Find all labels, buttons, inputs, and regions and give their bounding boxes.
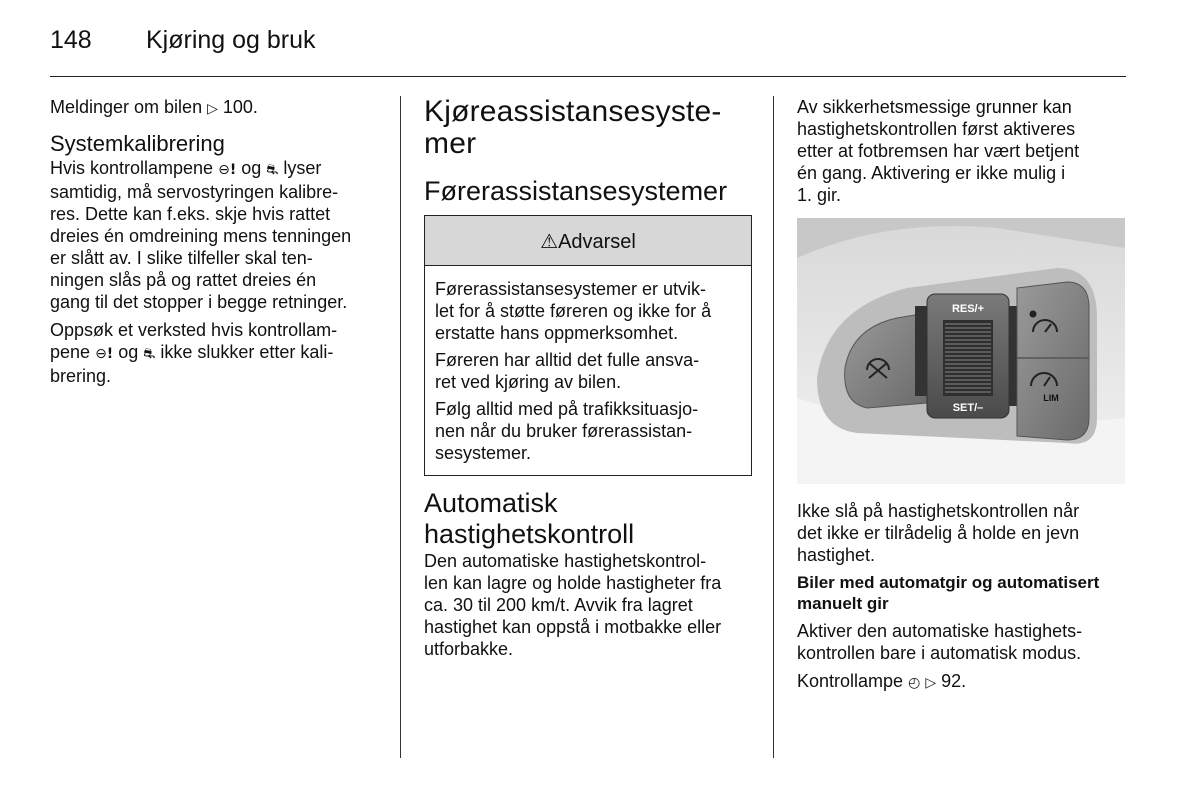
column-divider <box>773 96 774 758</box>
paragraph: Av sikkerhetsmessige grunner kan hastighetskontrollen først aktiveres etter at fotbremsen har vært betjent én gang. Aktivering er ikke mulig i 1. gir. <box>797 97 1080 205</box>
paragraph: Ikke slå på hastighetskontrollen når det ikke er tilrådelig å holde en jevn hastighet. <box>797 501 1080 565</box>
warning-title: Advarsel <box>558 231 636 253</box>
warning-paragraph: Førerassistansesystemer er utvik- let for å støtte føreren og ikke for å erstatte hans oppmerksomhet. <box>435 279 712 343</box>
bold-subheading: Biler med automatgir og automatisert manuelt gir <box>797 573 1100 613</box>
roller-switch <box>943 320 993 396</box>
intro-line: Meldinger om bilen ▷ 100. <box>50 97 258 117</box>
skid-control-icon: ⛐ <box>266 162 279 178</box>
paragraph: Aktiver den automatiske hastighets- kontrollen bare i automatisk modus. <box>797 621 1083 663</box>
paragraph: Oppsøk et verksted hvis kontrollam- pene ⊖! og ⛐ ikke slukker etter kali- brering. <box>50 320 338 386</box>
column-right <box>797 96 1127 694</box>
section-title: Systemkalibrering <box>50 131 225 156</box>
page-number: 148 <box>50 26 92 54</box>
warning-triangle-icon: ⚠ <box>540 229 559 253</box>
reference-arrow-icon: ▷ <box>207 101 218 117</box>
page-reference: 100. <box>222 97 258 117</box>
warning-body <box>425 266 751 475</box>
lim-label: LIM <box>1043 393 1059 403</box>
res-label: RES/+ <box>951 303 985 315</box>
reference-arrow-icon: ▷ <box>925 675 937 691</box>
steering-wheel-warning-icon: ⊖! <box>95 346 114 362</box>
page-reference: 92. <box>941 671 967 691</box>
section-title: Automatisk hastighetskontroll <box>424 488 635 549</box>
warning-paragraph: Føreren har alltid det fulle ansva- ret ved kjøring av bilen. <box>435 350 700 392</box>
column-middle <box>424 96 752 660</box>
steering-wheel-controls-illustration <box>797 218 1125 484</box>
paragraph: Den automatiske hastighetskontrol- len kan lagre og holde hastigheter fra ca. 30 til 200 km/t. Avvik fra lagret hastighet kan oppstå i motbakke eller utforbakke. <box>424 551 722 659</box>
set-label: SET/– <box>952 402 984 414</box>
column-left <box>50 96 382 387</box>
steering-wheel-warning-icon: ⊖! <box>218 162 237 178</box>
paragraph: Hvis kontrollampene ⊖! og ⛐ lyser samtidig, må servostyringen kalibre- res. Dette kan f.eks. skje hvis rattet dreies én omdreining mens tenningen er slått av. I slike tilfeller skal ten- ningen slås på og rattet dreies én gang til det stopper i begge retninger. <box>50 158 352 312</box>
warning-box <box>424 215 752 476</box>
main-title: Kjøreassistansesyste- mer <box>424 95 722 160</box>
chapter-title: Kjøring og bruk <box>146 26 316 54</box>
steering-wheel-controls-illustration <box>797 218 1125 484</box>
page-header <box>50 24 1126 77</box>
warning-header <box>425 216 751 266</box>
lamp-reference-line: Kontrollampe ◴ ▷ 92. <box>797 671 967 691</box>
warning-paragraph: Følg alltid med på trafikksituasjo- nen når du bruker førerassistan- sesystemer. <box>435 399 699 463</box>
subtitle: Førerassistansesystemer <box>424 176 728 206</box>
cruise-control-icon: ◴ <box>908 675 921 691</box>
skid-control-icon: ⛐ <box>143 346 156 362</box>
column-divider <box>400 96 401 758</box>
